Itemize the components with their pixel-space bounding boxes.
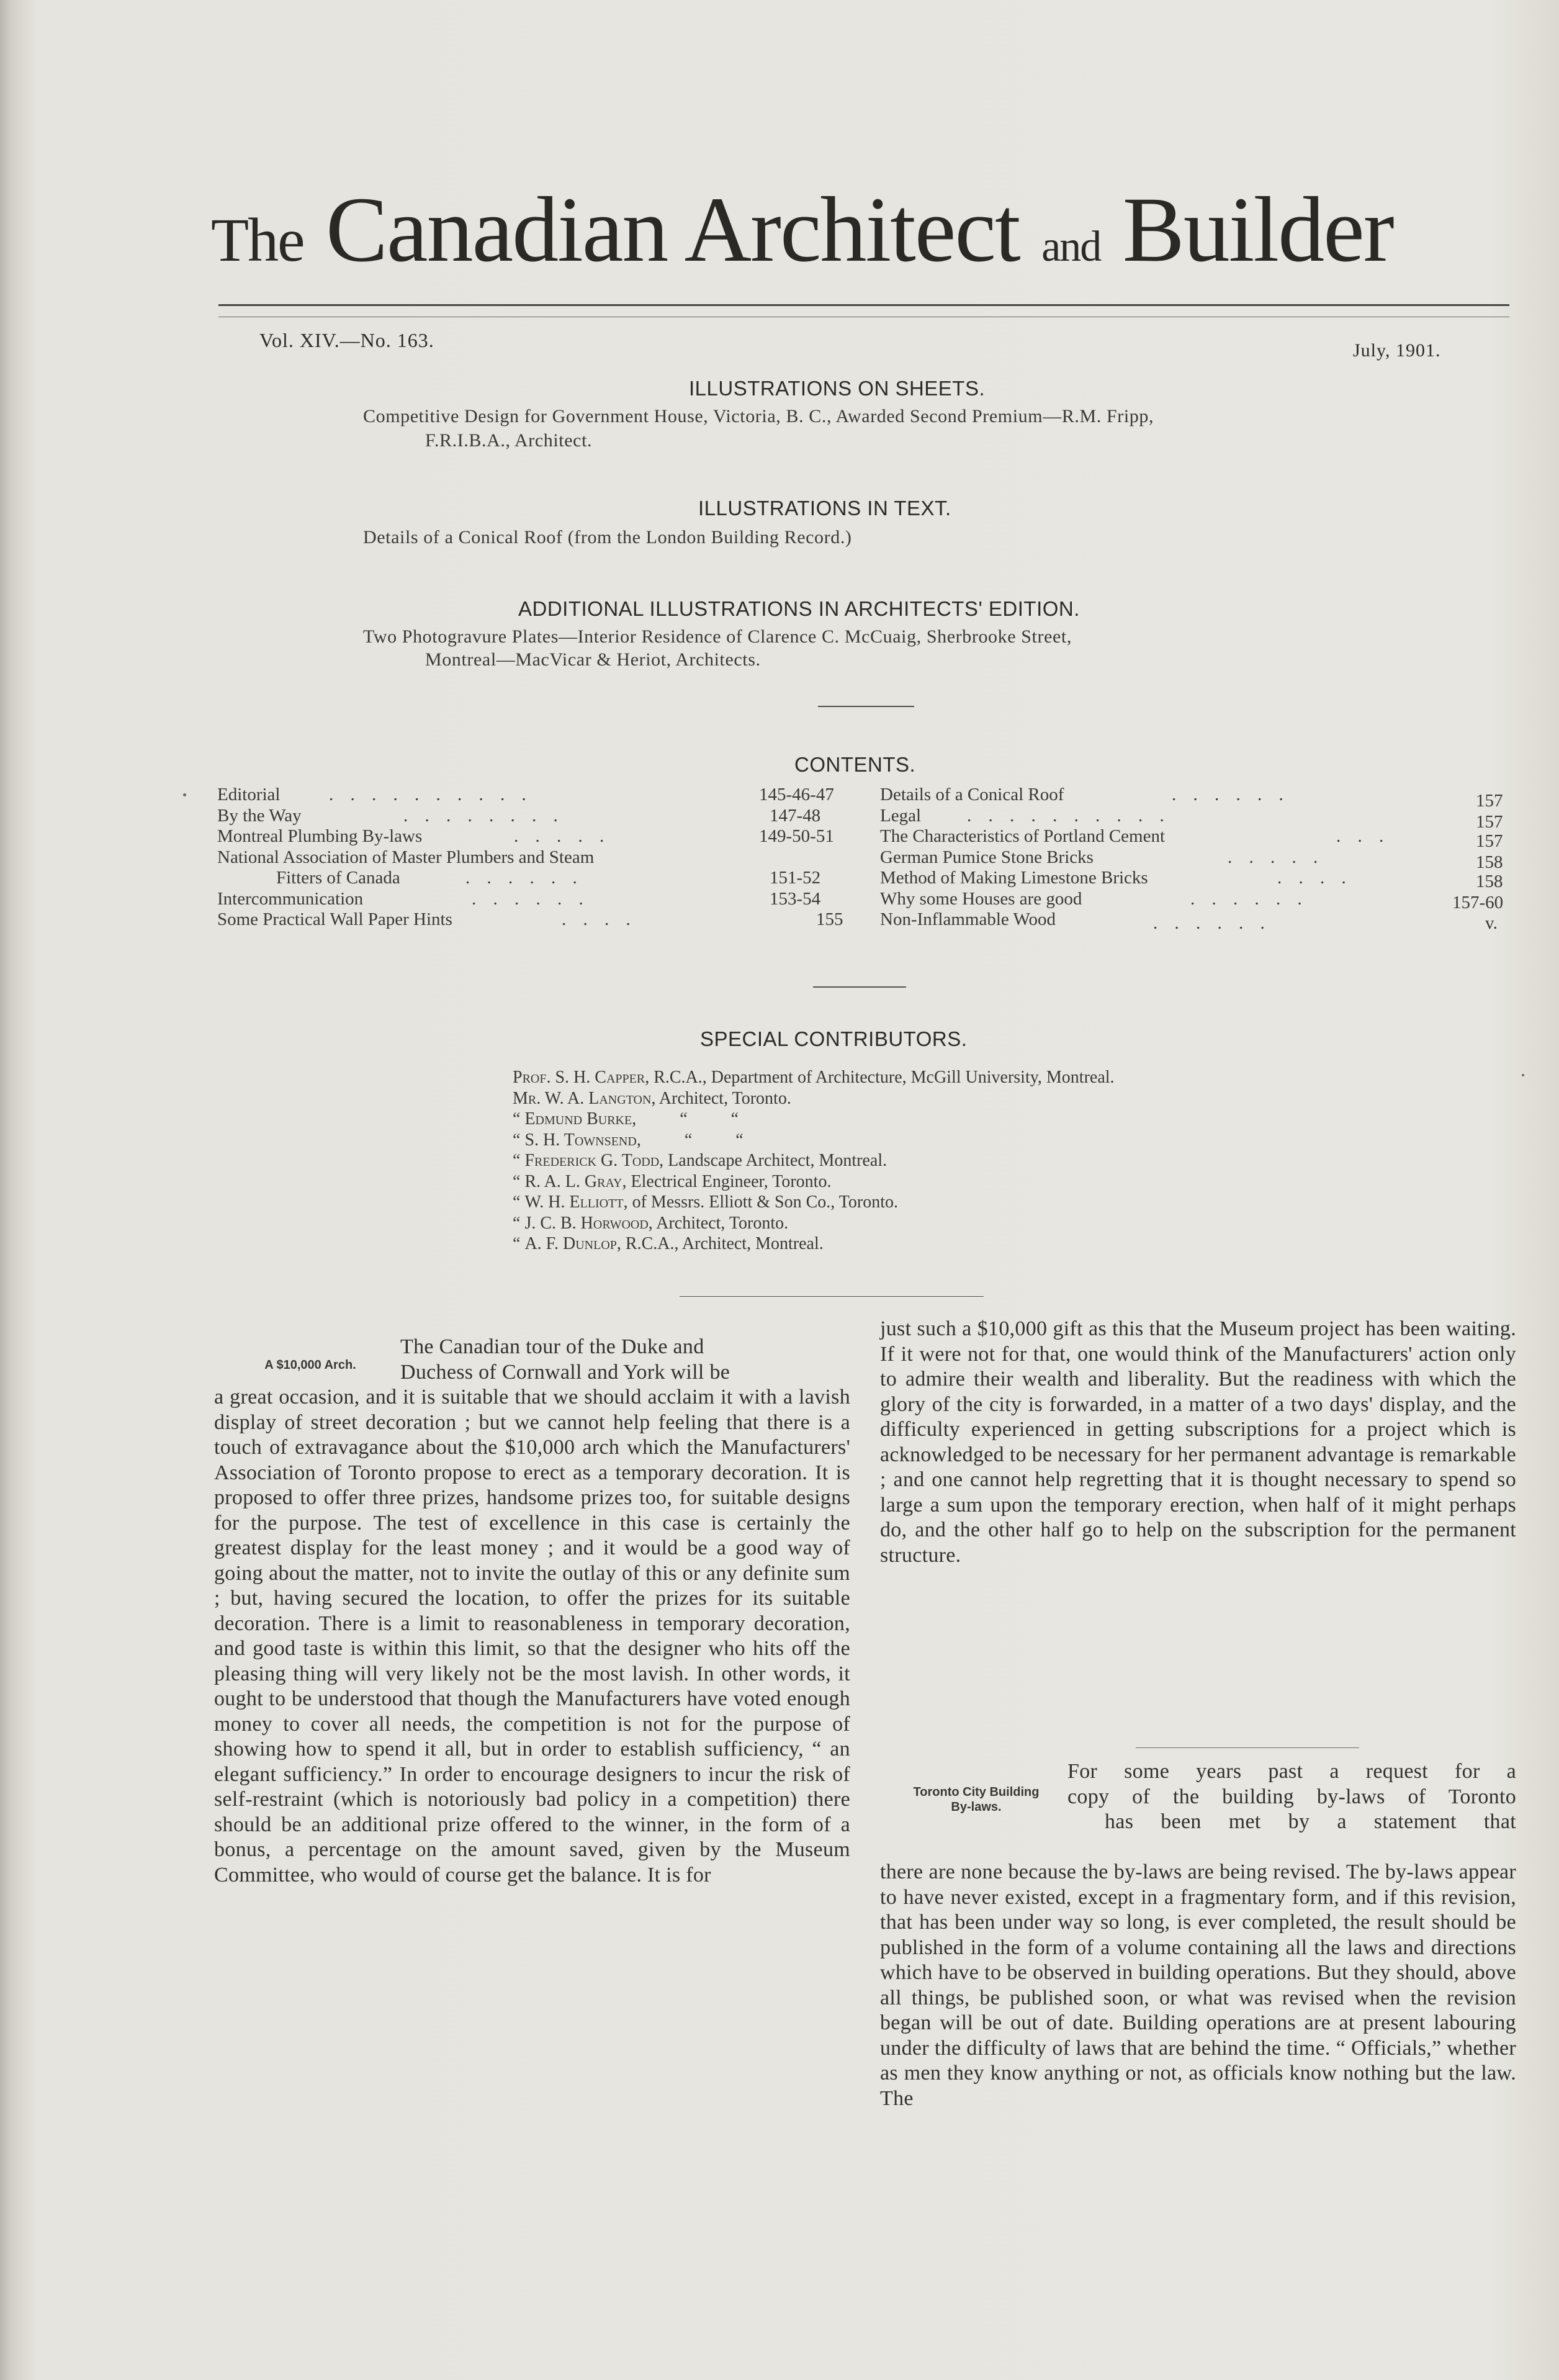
masthead-rule [218, 304, 1509, 306]
contents-entry: National Association of Master Plumbers and Steam [217, 847, 595, 867]
contents-entry: Details of a Conical Roof . . . . . . 157 [880, 785, 1503, 811]
contents-entry: Method of Making Limestone Bricks . . . . 158 [880, 868, 1503, 891]
arch-body [214, 1385, 850, 1888]
arch-side-heading: A $10,000 Arch. [264, 1358, 356, 1372]
contents-entry: The Characteristics of Portland Cement . . . 157 [880, 826, 1503, 851]
contents-entry: Non-Inflammable Wood . . . . . . v. [880, 909, 1498, 933]
page-speck [1522, 1074, 1524, 1076]
contents-entry: Fitters of Canada . . . . . . 151-52 [276, 868, 821, 888]
masthead-the: The [211, 205, 304, 274]
issue-date: July, 1901. [1353, 340, 1441, 361]
contributors-heading: SPECIAL CONTRIBUTORS. [700, 1027, 968, 1050]
contributor-line: Mr. W. A. Langton, Architect, Toronto. [513, 1088, 791, 1108]
contributors-list [513, 1067, 1115, 1255]
section-divider [813, 986, 906, 988]
contributor-line: “ S. H. Townsend, “ “ [513, 1130, 744, 1150]
contributor-line: “ R. A. L. Gray, Electrical Engineer, Toronto. [513, 1171, 832, 1191]
bylaws-paragraph: there are none because the by-laws are being revised. The by-laws appear to have never existed, except in a fragmentary form, and if this revision, that has been under way so long, is ever completed, the result should be published in the form of a volume containing all the laws and directions which have to be observed in building operations. But they should, above all things, be published soon, or what was revised when the revision began will be out of date. Building operations are at present labouring under the difficulty of laws that are behind the time. “ Officials,” whether as men they know anything or not, as officials know nothing but the law. The [880, 1860, 1516, 2110]
arch-continued-paragraph: just such a $10,000 gift as this that the Museum project has been waiting. If it were not for that, one would think of the Manufacturers' action only to admire their wealth and liberality. But the readiness with which the glory of the city is forwarded, in a matter of a two days' display, and the difficulty experienced in getting subscriptions for a project which is acknowledged to be necessary for her permanent advantage is remarkable ; and one cannot help regretting that it is thought necessary to spend so large a sum upon the temporary erection, when half of it might perhaps do, and the other half go to help on the subscription for the permanent structure. [880, 1317, 1516, 1567]
arch-continued [880, 1317, 1516, 1568]
contents-entry: German Pumice Stone Bricks . . . . . 158 [880, 847, 1503, 872]
bylaws-body [880, 1860, 1516, 2111]
contents-entry: Legal . . . . . . . . . . 157 [880, 805, 1503, 832]
arch-paragraph: a great occasion, and it is suitable that we should acclaim it with a lavish display of street decoration ; but we cannot help feeling that there is a touch of extravagance about the $10,000 arch which the Manufacturers' Association of Toronto propose to erect as a temporary decoration. It is proposed to offer three prizes, handsome prizes too, for suitable designs for the purpose. The test of excellence in this case is certainly the greatest display for the least money ; and it would be a good way of going about the matter, not to invite the outlay of this or any definite sum ; but, having secured the location, to offer the prizes for its suitable decoration. There is a limit to reasonableness in temporary decoration, and good taste is within this limit, so that the designer who hits off the pleasing thing will very likely not be the most lavish. In other words, it ought to be understood that though the Manufacturers have voted enough money to cover all needs, the competition is not for the purpose of showing how to spend it all, but in order to establish sufficiency, “ an elegant sufficiency.” In order to encourage designers to incur the risk of self-restraint (which is notoriously bad policy in a competition) there should be an additional prize offered to the winner, in the form of a bonus, a percentage on the amount saved, given by the Museum Committee, who would of course get the balance. It is for [214, 1386, 850, 1886]
contents-entry: Montreal Plumbing By-laws . . . . . 149-50-51 [217, 826, 834, 846]
contributor-line: “ Frederick G. Todd, Landscape Architect, Montreal. [513, 1151, 887, 1170]
text-illustrations-heading: ILLUSTRATIONS IN TEXT. [698, 497, 951, 520]
contents-entry: By the Way . . . . . . . . 147-48 [217, 805, 821, 826]
arch-lead: The Canadian tour of the Duke and Duchess of Cornwall and York will be [400, 1335, 730, 1384]
text-illustrations-line-1: Details of a Conical Roof (from the London Building Record.) [363, 527, 852, 548]
contributor-line: “ A. F. Dunlop, R.C.A., Architect, Montreal. [513, 1234, 824, 1253]
section-divider [818, 706, 914, 707]
sheets-line-1: Competitive Design for Government House, Victoria, B. C., Awarded Second Premium—R.M. Fripp, [363, 406, 1154, 426]
contributor-line: “ W. H. Elliott, of Messrs. Elliott & Son Co., Toronto. [513, 1192, 899, 1212]
masthead-and: and [1041, 223, 1101, 271]
contributor-line: “ Edmund Burke, “ “ [513, 1109, 739, 1129]
additional-line-1: Two Photogravure Plates—Interior Residence of Clarence C. McCuaig, Sherbrooke Street, [363, 626, 1072, 647]
section-divider [680, 1296, 984, 1297]
page-speck [183, 793, 186, 796]
bylaws-lead: For some years past a request for a copy of the building by-laws of Toronto has been met by a statement that [1067, 1760, 1516, 1833]
masthead-builder: Builder [1122, 178, 1393, 281]
contents-left-column [217, 785, 850, 931]
additional-heading: ADDITIONAL ILLUSTRATIONS IN ARCHITECTS' EDITION. [518, 597, 1080, 620]
masthead-canadian-architect: Canadian Architect [325, 178, 1020, 281]
contents-entry: Why some Houses are good . . . . . . 157-60 [880, 888, 1504, 913]
bylaws-side-heading: Toronto City Building By-laws. [913, 1785, 1040, 1814]
contents-entry: Some Practical Wall Paper Hints . . . . 155 [217, 909, 843, 929]
contributor-line: “ J. C. B. Horwood, Architect, Toronto. [513, 1213, 789, 1233]
column-divider [1136, 1747, 1359, 1748]
contributor-line: Prof. S. H. Capper, R.C.A., Department of Architecture, McGill University, Montreal. [513, 1068, 1115, 1087]
contents-heading: CONTENTS. [794, 753, 916, 776]
masthead-title [211, 174, 1514, 303]
contents-entry: Editorial . . . . . . . . . . 145-46-47 [217, 785, 834, 805]
volume-number: Vol. XIV.—No. 163. [259, 329, 434, 351]
contents-right-column [880, 785, 1519, 931]
contents-entry: Intercommunication . . . . . . 153-54 [217, 888, 821, 909]
sheets-line-2: F.R.I.B.A., Architect. [425, 430, 593, 451]
additional-line-2: Montreal—MacVicar & Heriot, Architects. [425, 649, 761, 670]
sheets-heading: ILLUSTRATIONS ON SHEETS. [689, 377, 986, 400]
